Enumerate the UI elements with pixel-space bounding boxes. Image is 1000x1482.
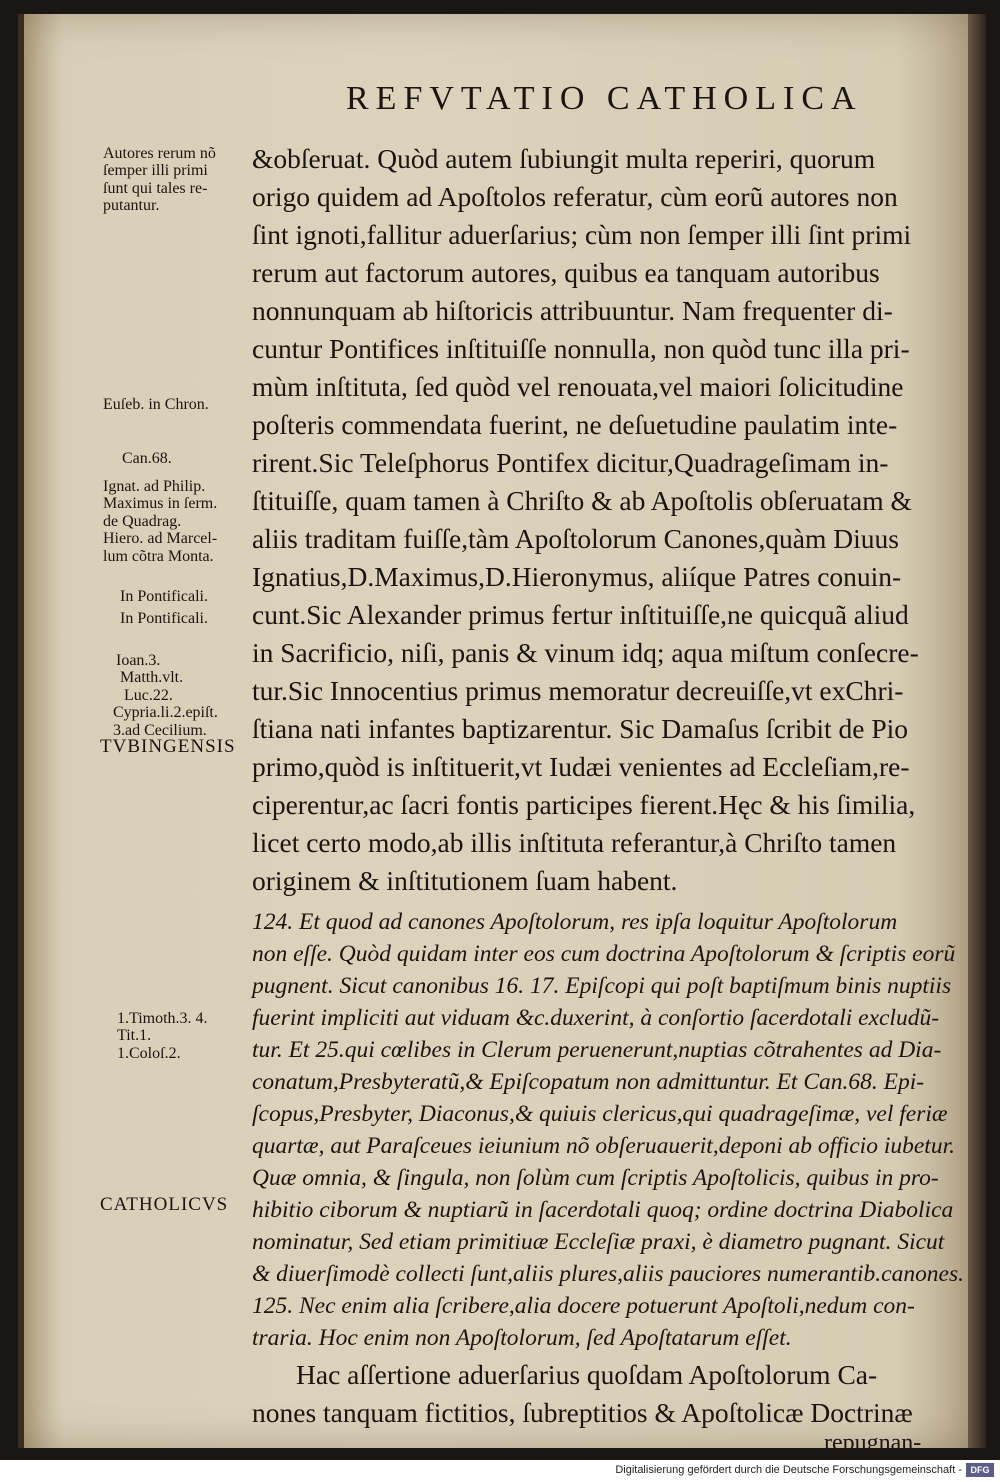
text-line: Ignatius,D.Maximus,D.Hieronymus, aliíque Patres conuin- [252,561,902,592]
italic-line: hibitio ciborum & nuptiarũ in ſacerdotali quoq; ordine doctrina Diabolica [252,1197,954,1223]
margin-note-line: Maximus in ſerm. [103,495,218,513]
text-line: ciperentur,ac ſacri fontis participes fierent.Hęc & his ſimilia, [252,789,916,820]
italic-line: tur. Et 25.qui cœlibes in Clerum peruenerunt,nuptias cõtrahentes ad Dia- [252,1037,942,1063]
margin-note-line: Ioan.3. [116,652,161,669]
text-line: ſtiana nati infantes baptizarentur. Sic Damaſus ſcribit de Pio [252,713,908,744]
text-line: rerum aut factorum autores, quibus ea tanquam autoribus [252,257,880,288]
margin-note-line: lum cõtra Monta. [103,547,214,565]
dfg-logo: DFG [966,1463,994,1477]
text-line: ſtituiſſe, quam tamen à Chriſto & ab Apoſtolis obſeruatam & [252,485,912,516]
margin-note-can68: Can.68. [122,450,172,467]
text-line: &obſeruat. Quòd autem ſubiungit multa reperiri, quorum [252,143,876,174]
italic-line: nominatur, Sed etiam primitiuæ Eccleſiæ praxi, è diametro pugnant. Sicut [252,1229,945,1255]
margin-note-line: putantur. [103,197,160,215]
text-line: origo quidem ad Apoſtolos referatur, cùm eorũ autores non [252,181,898,212]
text-line: cunt.Sic Alexander primus fertur inſtituiſſe,ne quicquã aliud [252,599,909,630]
text-line: tur.Sic Innocentius primus memoratur decreuiſſe,vt exChri- [252,675,904,706]
text-line: originem & inſtitutionem ſuam habent. [252,865,678,896]
text-line: licet certo modo,ab illis inſtituta referantur,à Chriſto tamen [252,827,897,858]
italic-line: 125. Nec enim alia ſcribere,alia docere potuerunt Apoſtoli,nedum con- [252,1293,915,1319]
margin-note-refs [113,652,218,739]
margin-note-timoth [117,1010,208,1062]
italic-line: conatum,Presbyteratũ,& Epiſcopatum non admittuntur. Et Can.68. Epi- [252,1069,925,1095]
italic-line: ſcopus,Presbyter, Diaconus,& quiuis clericus,qui quadrageſimæ, vel feriæ [252,1101,948,1127]
text-line: in Sacrificio, niſi, panis & vinum idq; aqua miſtum conſecre- [252,637,919,668]
margin-note-line: Luc.22. [124,686,173,704]
margin-note-line: Ignat. ad Philip. [103,478,206,495]
footer-credit: Digitalisierung gefördert durch die Deutsche Forschungsgemeinschaft - [615,1464,962,1476]
text-line: poſteris commendata fuerint, ne deſuetudine paulatim inte- [252,409,898,440]
text-line: nones tanquam fictitios, ſubreptitios & Apoſtolicæ Doctrinæ [252,1397,913,1428]
italic-line: fuerint impliciti aut viduam &c.duxerint, à conſortio ſacerdotali excludũ- [252,1005,940,1031]
text-line: rirent.Sic Teleſphorus Pontifex dicitur,Quadrageſimam in- [252,447,889,478]
margin-note-line: de Quadrag. [103,512,182,530]
italic-line: & diuerſimodè collecti ſunt,aliis plures,aliis pauciores numerantib.canones. [252,1261,964,1287]
text-line: Hac aſſertione aduerſarius quoſdam Apoſtolorum Ca- [296,1359,878,1390]
catchword: repugnan- [824,1430,922,1456]
margin-note-autores [103,145,216,215]
margin-note-line: ſemper illi primi [103,162,208,180]
margin-note-line: Cypria.li.2.epiſt. [113,704,218,722]
italic-line: non eſſe. Quòd quidam inter eos cum doctrina Apoſtolorum & ſcriptis eorũ [252,941,956,967]
text-line: mùm inſtituta, ſed quòd vel renouata,vel maiori ſolicitudine [252,371,904,402]
margin-note-ignat [103,478,217,565]
margin-note-pontificali-2: In Pontificali. [120,610,208,627]
margin-note-line: Matth.vlt. [120,669,184,687]
text-line: ſint ignoti,fallitur aduerſarius; cùm non ſemper illi ſint primi [252,219,912,250]
margin-note-euseb: Euſeb. in Chron. [103,396,209,413]
margin-note-line: 1.Timoth.3. 4. [117,1010,208,1027]
text-line: cuntur Pontifices inſtituiſſe nonnulla, non quòd tunc illa pri- [252,333,910,364]
heading-catholicus: CATHOLICVS [100,1194,229,1215]
margin-note-pontificali-1: In Pontificali. [120,588,208,605]
margin-note-line: Tit.1. [117,1027,152,1045]
margin-note-line: Hiero. ad Marcel- [103,530,218,548]
text-line: primo,quòd is inſtituerit,vt Iudæi venientes ad Eccleſiam,re- [252,751,910,782]
text-line: nonnunquam ab hiſtoricis attribuuntur. Nam frequenter di- [252,295,893,326]
margin-note-line: 1.Coloſ.2. [117,1044,181,1062]
italic-line: 124. Et quod ad canones Apoſtolorum, res ipſa loquitur Apoſtolorum [252,909,898,935]
italic-line: Quæ omnia, & ſingula, non ſolùm cum ſcriptis Apoſtolicis, quibus in pro- [252,1165,939,1191]
heading-tubingensis: TVBINGENSIS [100,736,236,757]
margin-note-line: Autores rerum nõ [103,145,216,162]
italic-line: traria. Hoc enim non Apoſtolorum, ſed Apoſtatarum eſſet. [252,1325,792,1351]
text-line: aliis traditam fuiſſe,tàm Apoſtolorum Canones,quàm Diuus [252,523,899,554]
book-spine-edge [968,14,986,1448]
italic-line: pugnent. Sicut canonibus 16. 17. Epiſcopi qui poſt baptiſmum binis nuptiis [252,973,952,999]
margin-note-line: ſunt qui tales re- [103,179,208,197]
italic-line: quartæ, aut Paraſceues ieiunium nõ obſeruauerit,deponi ab officio iubetur. [252,1133,955,1159]
margin-note-line: 3.ad Cecilium. [113,721,207,739]
running-head: REFVTATIO CATHOLICA [346,80,863,117]
